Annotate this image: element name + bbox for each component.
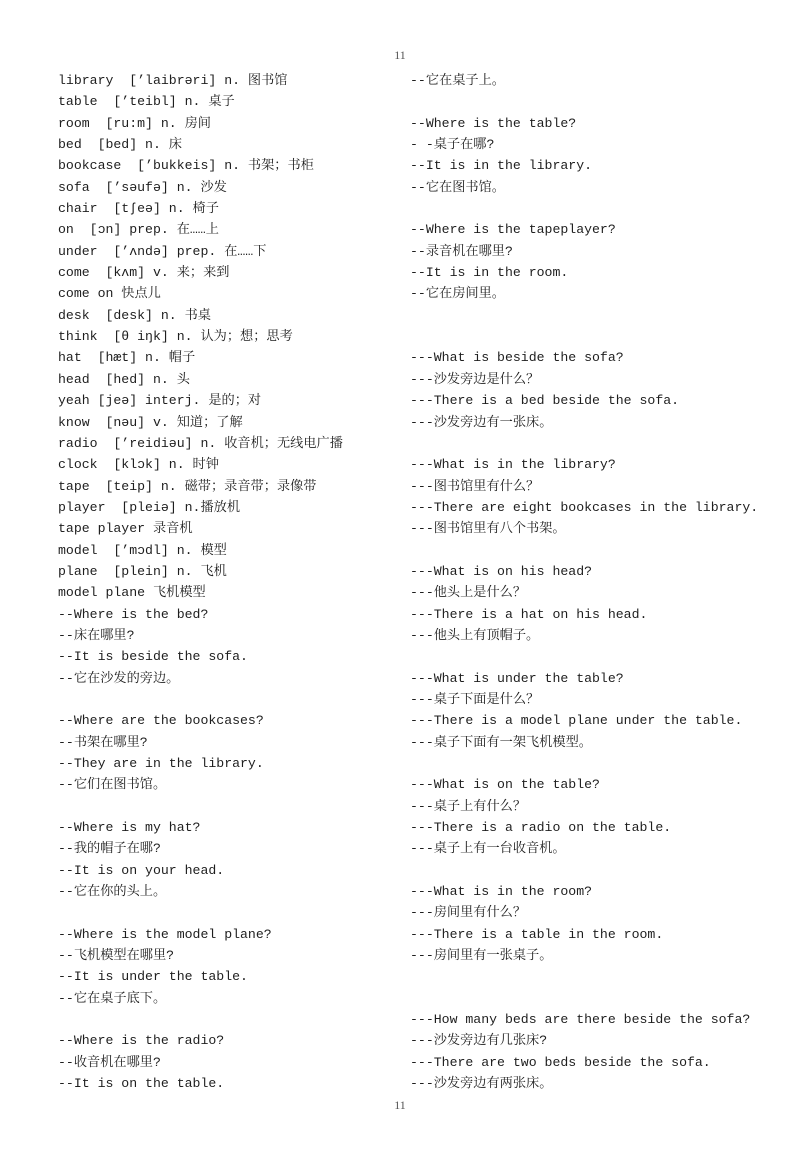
left-text-line: library [’laibrəri] n. 图书馆 bbox=[58, 73, 288, 88]
blank-line bbox=[410, 326, 790, 347]
blank-line bbox=[410, 305, 790, 326]
blank-line bbox=[410, 753, 790, 774]
blank-line bbox=[58, 1009, 398, 1030]
left-text-line: --它在沙发的旁边。 bbox=[58, 670, 180, 686]
left-text-line: --它在桌子底下。 bbox=[58, 990, 167, 1006]
page-number-bottom: 11 bbox=[394, 1098, 406, 1112]
left-column bbox=[58, 70, 398, 1095]
right-text-line: ---There is a radio on the table. bbox=[410, 820, 672, 836]
right-text-line: --它在图书馆。 bbox=[410, 179, 505, 195]
right-text-line: ---桌子上有什么？ bbox=[410, 798, 527, 814]
right-text-line: --它在桌子上。 bbox=[410, 73, 505, 88]
blank-line bbox=[410, 966, 790, 987]
left-text-line: --Where is my hat? bbox=[58, 820, 201, 836]
left-text-line: know [nəu] v. 知道；了解 bbox=[58, 414, 243, 430]
left-text-line: clock [klɔk] n. 时钟 bbox=[58, 457, 219, 473]
left-text-line: hat [hæt] n. 帽子 bbox=[58, 350, 196, 366]
right-text-line: --Where is the table? bbox=[410, 115, 577, 131]
right-text-line: ---What is in the room? bbox=[410, 884, 593, 900]
left-text-line: bookcase [’bukkeis] n. 书架；书柜 bbox=[58, 158, 314, 174]
left-text-line: come [kʌm] v. 来；来到 bbox=[58, 265, 230, 281]
right-text-line: ---他头上有顶帽子。 bbox=[410, 627, 540, 643]
right-text-line: ---What is under the table? bbox=[410, 670, 624, 686]
right-text-line: ---There is a table in the room. bbox=[410, 926, 664, 942]
left-text-line: --它们在图书馆。 bbox=[58, 777, 167, 793]
right-text-line: ---There is a model plane under the table. bbox=[410, 713, 743, 729]
right-text-line: ---沙发旁边有一张床。 bbox=[410, 414, 553, 430]
page-number-top: 11 bbox=[394, 48, 406, 62]
right-text-line: ---There are eight bookcases in the library. bbox=[410, 499, 759, 515]
left-text-line: tape [teip] n. 磁带；录音带；录像带 bbox=[58, 478, 317, 494]
left-text-line: --It is on the table. bbox=[58, 1076, 225, 1092]
right-text-line: ---房间里有什么？ bbox=[410, 905, 527, 921]
blank-line bbox=[410, 860, 790, 881]
left-text-line: tape player 录音机 bbox=[58, 521, 193, 537]
left-text-line: --我的帽子在哪? bbox=[58, 841, 161, 857]
right-text-line: ---What is beside the sofa? bbox=[410, 350, 624, 366]
left-text-line: --它在你的头上。 bbox=[58, 884, 167, 900]
left-text-line: --飞机模型在哪里? bbox=[58, 948, 175, 964]
right-text-line: ---There is a hat on his head. bbox=[410, 606, 648, 622]
right-text-line: ---沙发旁边有几张床? bbox=[410, 1033, 548, 1049]
left-text-line: chair [tʃeə] n. 椅子 bbox=[58, 201, 219, 217]
right-text-line: ---图书馆里有八个书架。 bbox=[410, 521, 566, 537]
left-text-line: table [’teibl] n. 桌子 bbox=[58, 94, 235, 110]
left-text-line: model [’mɔdl] n. 模型 bbox=[58, 542, 227, 558]
right-text-line: ---桌子下面是什么？ bbox=[410, 691, 540, 707]
blank-line bbox=[410, 198, 790, 219]
left-text-line: --It is on your head. bbox=[58, 862, 225, 878]
left-text-line: think [θ iŋk] n. 认为；想；思考 bbox=[58, 329, 293, 345]
left-text-line: sofa [’səufə] n. 沙发 bbox=[58, 179, 227, 195]
left-text-line: --Where are the bookcases? bbox=[58, 713, 264, 729]
blank-line bbox=[58, 796, 398, 817]
left-text-line: --收音机在哪里? bbox=[58, 1054, 161, 1070]
right-text-line: ---What is in the library? bbox=[410, 457, 616, 473]
blank-line bbox=[58, 902, 398, 923]
left-text-line: plane [plein] n. 飞机 bbox=[58, 563, 227, 579]
left-text-line: --书架在哪里? bbox=[58, 734, 148, 750]
right-text-line: --它在房间里。 bbox=[410, 286, 505, 302]
right-text-line: ---There is a bed beside the sofa. bbox=[410, 393, 680, 409]
right-text-line: --录音机在哪里? bbox=[410, 243, 513, 259]
left-text-line: come on 快点儿 bbox=[58, 286, 161, 302]
left-text-line: --床在哪里? bbox=[58, 627, 135, 643]
left-text-line: radio [’reidiəu] n. 收音机；无线电广播 bbox=[58, 435, 343, 451]
left-text-line: --They are in the library. bbox=[58, 756, 264, 771]
right-text-line: --It is in the room. bbox=[410, 265, 569, 281]
blank-line bbox=[410, 988, 790, 1009]
right-text-line: - -桌子在哪? bbox=[410, 137, 495, 153]
left-text-line: --Where is the bed? bbox=[58, 606, 209, 622]
left-text-line: head [hed] n. 头 bbox=[58, 371, 190, 387]
left-text-line: desk [desk] n. 书桌 bbox=[58, 307, 211, 323]
right-text-line: ---图书馆里有什么？ bbox=[410, 478, 540, 494]
left-text-line: on [ɔn] prep. 在……上 bbox=[58, 222, 219, 238]
right-column bbox=[410, 70, 790, 1095]
left-text-line: under [’ʌndə] prep. 在……下 bbox=[58, 243, 267, 259]
right-text-line: --It is in the library. bbox=[410, 158, 593, 174]
blank-line bbox=[58, 689, 398, 710]
right-text-line: --Where is the tapeplayer? bbox=[410, 222, 616, 238]
left-text-line: --It is under the table. bbox=[58, 969, 248, 985]
left-text-line: bed [bed] n. 床 bbox=[58, 137, 182, 153]
right-text-line: ---What is on the table? bbox=[410, 777, 600, 793]
right-text-line: ---桌子下面有一架飞机模型。 bbox=[410, 734, 592, 750]
blank-line bbox=[410, 540, 790, 561]
left-text-line: --It is beside the sofa. bbox=[58, 649, 248, 665]
right-text-line: ---What is on his head? bbox=[410, 563, 593, 579]
left-text-line: --Where is the model plane? bbox=[58, 926, 272, 942]
right-text-line: ---There are two beds beside the sofa. bbox=[410, 1054, 711, 1070]
right-text-line: ---沙发旁边有两张床。 bbox=[410, 1076, 553, 1092]
right-text-line: ---房间里有一张桌子。 bbox=[410, 948, 553, 964]
right-text-line: ---沙发旁边是什么？ bbox=[410, 371, 540, 387]
left-text-line: yeah [jeə] interj. 是的；对 bbox=[58, 393, 262, 409]
blank-line bbox=[410, 433, 790, 454]
right-text-line: ---他头上是什么？ bbox=[410, 585, 527, 601]
blank-line bbox=[410, 91, 790, 112]
blank-line bbox=[410, 646, 790, 667]
left-text-line: model plane 飞机模型 bbox=[58, 585, 206, 601]
left-text-line: --Where is the radio? bbox=[58, 1033, 225, 1049]
right-text-line: ---How many beds are there beside the sofa? bbox=[410, 1012, 751, 1028]
right-text-line: ---桌子上有一台收音机。 bbox=[410, 841, 566, 857]
left-text-line: room [ru:m] n. 房间 bbox=[58, 115, 211, 131]
left-text-line: player [pleiə] n.播放机 bbox=[58, 499, 241, 515]
